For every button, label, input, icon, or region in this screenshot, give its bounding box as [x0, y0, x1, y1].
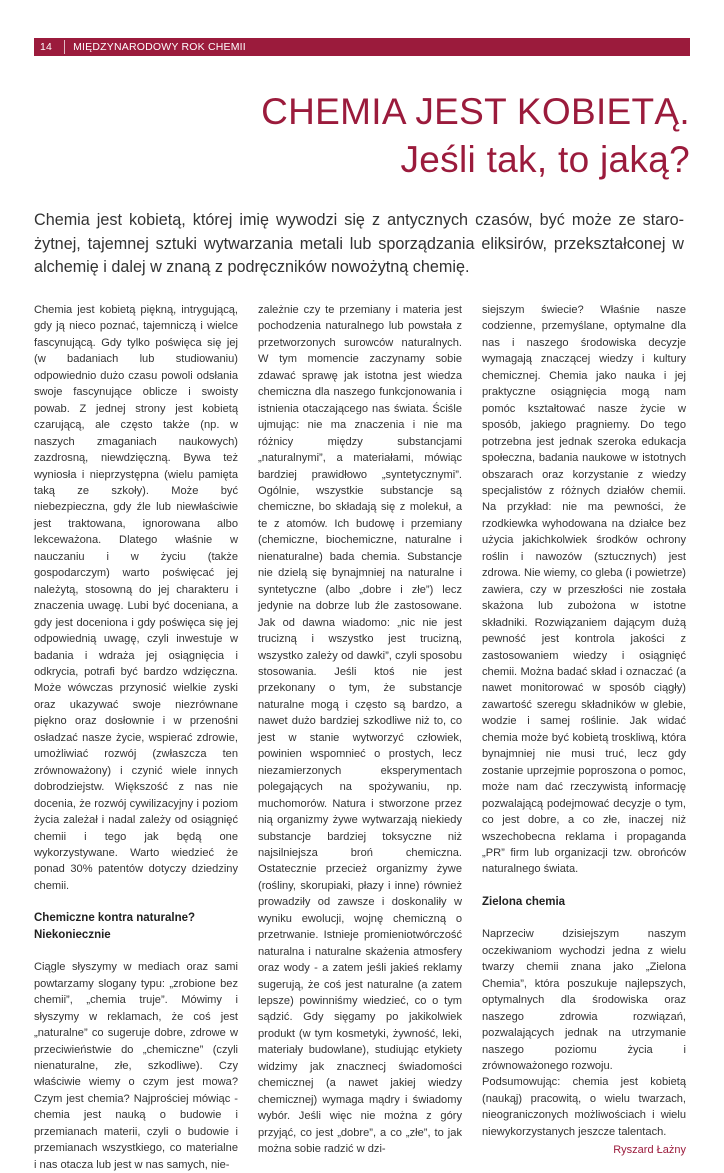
- column-3-paragraph-3: Podsumowując: chemia jest kobietą (naukąj) pracowitą, o wielu twarzach, nieograniczonych możliwościach i wielu niewykorzystanych jeszcze talentach.: [482, 1076, 686, 1138]
- author-name: Ryszard Łażny: [613, 1144, 686, 1157]
- title-line-2: Jeśli tak, to jaką?: [400, 139, 690, 180]
- column-1-paragraph-1: Chemia jest kobietą piękną, intrygującą, gdy ją nieco poznać, tajemniczą i wielce fascynującą. Gdy tylko poświęca się jej (w badaniach lub studiowaniu) odpowiednio dużo czasu powoli odsłania swoje fascynujące oblicze i swoisty powab. Z jednej strony jest kobietą czarującą, ale często także (np. w naszych zmaganiach naukowych) zazdrosną, niewdzięczną. Bywa też wyniosła i nieprzystępna (wielu pamięta taką ze szkoły). Może być niebezpieczna, gdy źle lub niewłaściwie jest traktowana, ignorowana albo lekceważona. Dlatego właśnie w nauczaniu i w życiu (także gospodarczym) warto poświęcać jej należytą, stosowną do jej charakteru i znaczenia uwagę. Lubi być doceniana, a gdy jest doceniona i gdy poświęca się jej odpowiednią uwagę, czyli inwestuje w badania i wdraża jej osiągnięcia i odkrycia, potrafi być bardzo wdzięczna. Może wówczas przynosić wielkie zyski oraz ukazywać swoje niezrównane piękno oraz dosłownie i w przenośni osładzać nasze życie, wspierać zdrowie, umożliwiać rozwój (zwłaszcza ten zrównoważony) i czynić wiele innych dobrodziejstw. Większość z nas nie docenia, że rozwój cywilizacyjny i poziom życia zależał i nadal zależy od osiągnięć chemii i tego jak będą one wykorzystywane. Warto wiedzieć że ponad 30% patentów dotyczy dziedziny chemii.: [34, 304, 238, 892]
- column-3-paragraph-2: Naprzeciw dzisiejszym naszym oczekiwaniom wychodzi jedna z wielu twarzy chemii znana jako „Zielona Chemia”, która poszukuje najlepszych, optymalnych dla środowiska oraz naszego zdrowia rozwiązań, pozwalających jednak na utrzymanie naszego poziomu życia i zrównoważonego rozwoju.: [482, 928, 686, 1072]
- column-3: [482, 302, 686, 1159]
- column-1-paragraph-2: Ciągle słyszymy w mediach oraz sami powtarzamy slogany typu: „zrobione bez chemii”, „chemia truje”. Mówimy i słyszymy w reklamach, że coś jest „naturalne” co sugeruje dobre, zdrowe w przeciwieństwie do „chemiczne” (czyli nienaturalne, złe, szkodliwe). Czy właściwie wiemy o czym jest mowa? Czym jest chemia? Najprościej mówiąc - chemia jest nauką o budowie i przemianach materii, czyli o budowie i przemianach wszystkiego, co materialne i nas otacza lub jest w nas samych, nie-: [34, 961, 238, 1171]
- column-2: [258, 302, 462, 1158]
- header-bar: [34, 38, 690, 56]
- lead-paragraph: Chemia jest kobietą, której imię wywodzi się z antycznych czasów, być może ze staro-żytnej, tajemnej sztuki wytwarzania metali lub sporządzania eliksirów, przekształconej w alchemię i dalej w znaną z podręczników nowożytną chemię.: [34, 211, 684, 276]
- subheading-chemiczne-kontra-naturalne: Chemiczne kontra naturalne? Niekoniecznie: [34, 912, 196, 941]
- column-1: [34, 302, 238, 1173]
- column-2-paragraph-1: zależnie czy te przemiany i materia jest pochodzenia naturalnego lub powstała z przetworzonych surowców naturalnych. W tym momencie zaczynamy sobie zdawać sprawę jak istotna jest wiedza chemiczna dla naszego funkcjonowania i istnienia otaczającego nas świata. Ściśle ujmując: nie ma znaczenia i nie ma różnicy między substancjami „naturalnymi”, a materiałami, mówiąc bardziej prawidłowo „syntetycznymi”. Ogólnie, wszystkie substancje są chemiczne, bo składają się z molekuł, a te z atomów. Ich budowę i przemiany (chemiczne, biochemiczne, naturalne i nienaturalne) bada chemia. Substancje nie dzielą się bynajmniej na naturalne i syntetyczne (albo „dobre i złe”) lecz jedynie na dobrze lub źle zastosowane. Jak od dawna wiadomo: „nic nie jest trucizną i wszystko jest trucizną, wszystko zależy od dawki”, czyli sposobu stosowania. Jeśli ktoś nie jest przekonany o tym, że substancje naturalne mogą i często są bardzo, a nawet dużo bardziej szkodliwe niż to, co jest w stanie wytworzyć człowiek, powinien wspomnieć o prostych, lecz niezamierzonych eksperymentach polegających na spożywaniu, np. muchomorów. Natura i stworzone przez nią organizmy żywe wytwarzają niekiedy substancje bardziej toksyczne niż najsilniejsza broń chemiczna. Ostatecznie przecież organizmy żywe (rośliny, skorupiaki, płazy i inne) również prowadziły od zawsze i doskonaliły w wyniku ewolucji, wojnę chemiczną o przetrwanie. Istnieje promieniotwórczość naturalna i naturalne skażenia atmosfery oraz wody - a zatem jeśli jakieś reklamy sugerują, że coś jest naturalne (a zatem lepsze) powinniśmy wiedzieć, co o tym sądzić. Gdy sięgamy po jakikolwiek produkt (w tym kosmetyki, żywność, leki, materiały budowlane), studiując etykiety widzimy jak znacznecj świadomości chemicznej (a nawet jakiej wiedzy chemicznej) wymaga mądry i świadomy wybór. Jeśli więc nie można z góry przyjąć, co jest „dobre”, a co „złe”, to jak można sobie radzić w dzi-: [258, 304, 462, 1156]
- article-title: [120, 88, 690, 184]
- column-3-paragraph-1: siejszym świecie? Właśnie nasze codzienne, przemyślane, optymalne dla nas i naszego środowiska decyzje wymagają znaczącej wiedzy i kultury chemicznej. Chemia jako nauka i jej praktyczne osiągnięcia mogą nam pomóc kształtować nasze życie w sposób, jakiego pragniemy. Do tego potrzebna jest jednak szeroka edukacja społeczna, badania naukowe w istotnych obszarach oraz korzystanie z wiedzy specjalistów z różnych działów chemii. Na przykład: nie ma pewności, że rzodkiewka wyhodowana na działce bez użycia jakichkolwiek środków ochrony roślin i nawozów (sztucznych) jest zdrowa. Nie wiemy, co gleba (i powietrze) zawiera, czy w przeszłości nie została skażona lub zubożona w istotne składniki. Rozwiązaniem dającym dużą pewność jest kontrola jakości z zastosowaniem wiedzy i osiągnięć chemii. Można badać skład i oznaczać (a nawet monitorować w sposób ciągły) zawartość szeregu składników w glebie, wodzie i samej roślinie. Jak widać chemia może być kobietą troskliwą, która bynajmniej nie musi truć, lecz gdy zostanie uprzejmie poproszona o pomoc, może nam dać rzeczywistą informację pozwalającą podejmować decyzje o tym, co jest dobre, a co złe, inaczej niż wszechobecna reklama i propaganda „PR” firm lub organizacji tzw. obrońców naturalnego świata.: [482, 304, 686, 876]
- page-number: 14: [40, 41, 53, 53]
- title-line-1: CHEMIA JEST KOBIETĄ.: [261, 91, 690, 132]
- subheading-zielona-chemia: Zielona chemia: [482, 895, 566, 908]
- section-label: MIĘDZYNARODOWY ROK CHEMII: [64, 40, 246, 54]
